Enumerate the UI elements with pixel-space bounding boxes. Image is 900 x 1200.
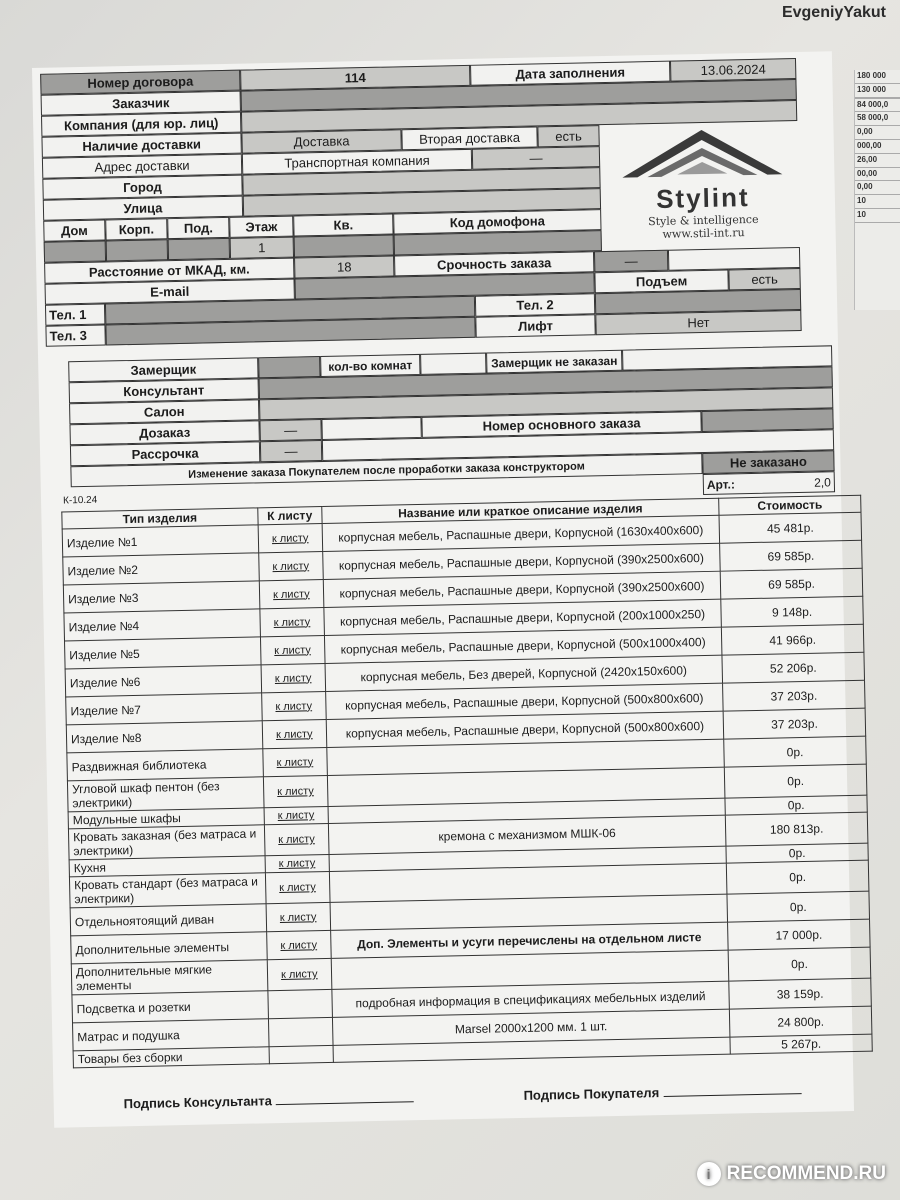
consultant-signature-label: Подпись Консультанта xyxy=(123,1093,273,1112)
delivery-value: Доставка xyxy=(241,129,401,153)
sheet-link[interactable]: к листу xyxy=(266,930,331,959)
sheet-link[interactable]: к листу xyxy=(261,691,326,720)
item-type: Отдельноятоящий диван xyxy=(70,904,266,936)
sheet-link[interactable]: к листу xyxy=(259,580,324,609)
item-description: корпусная мебель, Распашные двери, Корпусной (390x2500x600) xyxy=(322,543,720,579)
item-cost: 0р. xyxy=(728,947,870,981)
side-value: 130 000 xyxy=(855,84,900,98)
side-value: 26,00 xyxy=(855,154,900,168)
sheet-link xyxy=(268,1017,333,1046)
item-type: Изделие №6 xyxy=(65,665,261,697)
item-description: корпусная мебель, Распашные двери, Корпусной (390x2500x600) xyxy=(323,571,721,607)
item-type: Изделие №4 xyxy=(64,609,260,641)
item-type: Кровать стандарт (без матраса и электрики) xyxy=(69,873,265,908)
item-cost: 0р. xyxy=(727,891,869,922)
sheet-link[interactable]: к листу xyxy=(264,823,329,855)
item-type: Раздвижная библиотека xyxy=(67,749,263,781)
measurer-label: Замерщик xyxy=(68,357,258,382)
customer-label: Заказчик xyxy=(41,91,241,116)
tel3-label: Тел. 3 xyxy=(45,325,105,347)
adjacent-sheet-edge xyxy=(854,70,900,310)
art-field xyxy=(703,471,835,495)
buyer-signature-label: Подпись Покупателя xyxy=(523,1085,660,1103)
item-cost: 69 585р. xyxy=(720,540,862,571)
item-description: Marsel 2000x1200 мм. 1 шт. xyxy=(332,1009,730,1045)
item-cost: 37 203р. xyxy=(723,680,865,711)
floor-value: 1 xyxy=(230,237,294,259)
item-type: Изделие №3 xyxy=(63,581,259,613)
urgency-spacer xyxy=(668,247,800,271)
item-description: кремона с механизмом МШК-06 xyxy=(328,815,726,854)
delivery-label: Наличие доставки xyxy=(41,133,241,158)
side-value: 000,00 xyxy=(855,140,900,154)
item-type: Изделие №8 xyxy=(66,721,262,753)
item-type: Дополнительные мягкие элементы xyxy=(71,960,267,995)
username-watermark: EvgeniyYakut xyxy=(781,4,886,21)
item-cost: 0р. xyxy=(726,860,868,894)
item-description: корпусная мебель, Распашные двери, Корпусной (500x1000x400) xyxy=(324,627,722,663)
item-cost: 69 585р. xyxy=(720,568,862,599)
item-cost: 0р. xyxy=(726,843,868,863)
side-value: 0,00 xyxy=(855,126,900,140)
item-type: Изделие №5 xyxy=(65,637,261,669)
item-cost: 0р. xyxy=(725,795,867,815)
extra-order-label: Дозаказ xyxy=(69,420,259,445)
item-description: Доп. Элементы и усуги перечислены на отдельном листе xyxy=(330,922,728,958)
item-description: корпусная мебель, Распашные двери, Корпусной (1630x400x600) xyxy=(322,515,720,551)
address-dash: — xyxy=(472,146,600,170)
order-form-sheet xyxy=(32,51,854,1128)
buyer-signature-line[interactable] xyxy=(663,1084,801,1097)
item-type: Кухня xyxy=(69,856,265,877)
item-cost: 38 159р. xyxy=(729,978,871,1009)
sheet-link[interactable]: к листу xyxy=(263,775,328,807)
staff-block xyxy=(68,345,835,508)
item-cost: 180 813р. xyxy=(725,812,867,846)
consultant-label: Консультант xyxy=(69,378,259,403)
item-type: Матрас и подушка xyxy=(73,1019,269,1051)
side-value: 00,00 xyxy=(855,168,900,182)
art-label: Арт.: xyxy=(706,476,736,492)
item-description: корпусная мебель, Распашные двери, Корпусной (500x800x600) xyxy=(325,683,723,719)
item-type: Угловой шкаф пентон (без электрики) xyxy=(67,777,263,812)
entrance-label: Под. xyxy=(167,217,229,239)
second-delivery-value: есть xyxy=(537,125,599,147)
buyer-signature xyxy=(523,1082,801,1103)
item-cost: 24 800р. xyxy=(729,1006,871,1037)
elevator-value: Нет xyxy=(595,310,801,335)
logo-tagline: Style & intelligence xyxy=(648,212,759,229)
sheet-link[interactable]: к листу xyxy=(259,552,324,581)
rooms-value xyxy=(420,353,486,375)
item-cost: 17 000р. xyxy=(728,919,870,950)
fill-date-value: 13.06.2024 xyxy=(670,58,796,82)
items-table xyxy=(61,495,872,1069)
item-cost: 0р. xyxy=(724,764,866,798)
extra-order-number xyxy=(321,417,421,440)
sheet-link[interactable]: к листу xyxy=(260,608,325,637)
item-type: Подсветка и розетки xyxy=(72,991,268,1023)
apt-label: Кв. xyxy=(293,213,393,236)
col-desc: Название или краткое описание изделия xyxy=(322,498,720,523)
fill-date-label: Дата заполнения xyxy=(470,61,670,86)
email-label: E-mail xyxy=(45,279,295,305)
sheet-link[interactable]: к листу xyxy=(261,663,326,692)
item-type: Товары без сборки xyxy=(73,1047,269,1068)
lift-up-value: есть xyxy=(728,268,800,291)
urgency-label: Срочность заказа xyxy=(394,251,594,276)
building-value xyxy=(106,239,168,261)
building-label: Корп. xyxy=(105,218,167,240)
sheet-link[interactable]: к листу xyxy=(260,636,325,665)
consultant-signature-line[interactable] xyxy=(276,1092,414,1105)
main-order-value xyxy=(701,408,833,432)
side-value: 10 xyxy=(855,195,900,209)
change-value: Не заказано xyxy=(702,450,834,474)
sheet-link[interactable]: к листу xyxy=(263,747,328,776)
item-description: корпусная мебель, Без дверей, Корпусной (2420x150x600) xyxy=(325,655,723,691)
item-description: подробная информация в спецификациях мебельных изделий xyxy=(332,981,730,1017)
site-watermark-text: RECOMMEND.RU xyxy=(726,1163,886,1184)
measurer-status: Замерщик не заказан xyxy=(486,350,622,374)
item-cost: 45 481р. xyxy=(719,512,861,543)
col-cost: Стоимость xyxy=(719,495,861,515)
urgency-value: — xyxy=(594,250,668,273)
contract-label: Номер договора xyxy=(40,70,240,95)
side-value: 0,00 xyxy=(855,181,900,195)
item-description: корпусная мебель, Распашные двери, Корпусной (500x800x600) xyxy=(326,711,724,747)
floor-label: Этаж xyxy=(229,216,293,238)
col-type: Тип изделия xyxy=(62,508,258,529)
art-value: 2,0 xyxy=(814,474,831,490)
roof-logo-icon xyxy=(616,124,787,180)
second-delivery-label: Вторая доставка xyxy=(401,126,537,150)
sheet-link[interactable]: к листу xyxy=(267,958,332,990)
distance-value: 18 xyxy=(294,255,394,278)
distance-label: Расстояние от МКАД, км. xyxy=(44,258,294,284)
sheet-link xyxy=(268,989,333,1018)
item-cost: 9 148р. xyxy=(721,596,863,627)
main-order-label: Номер основного заказа xyxy=(421,411,701,438)
sheet-link[interactable]: к листу xyxy=(266,902,331,931)
item-cost: 52 206р. xyxy=(722,652,864,683)
item-cost: 37 203р. xyxy=(723,708,865,739)
item-cost: 0р. xyxy=(724,736,866,767)
intercom-label: Код домофона xyxy=(393,209,601,234)
item-type: Модульные шкафы xyxy=(68,808,264,829)
street-label: Улица xyxy=(43,196,243,221)
item-type: Дополнительные элементы xyxy=(71,932,267,964)
apt-value xyxy=(294,234,394,257)
items-body xyxy=(62,512,872,1068)
contract-value: 114 xyxy=(240,65,470,91)
item-type: Изделие №7 xyxy=(66,693,262,725)
recommend-logo-icon: i xyxy=(697,1162,721,1186)
item-description: корпусная мебель, Распашные двери, Корпусной (200x1000x250) xyxy=(324,599,722,635)
sheet-link[interactable]: к листу xyxy=(264,806,328,824)
installment-label: Рассрочка xyxy=(70,441,260,466)
consultant-signature xyxy=(124,1090,414,1111)
item-cost: 41 966р. xyxy=(721,624,863,655)
salon-label: Салон xyxy=(69,399,259,424)
stylint-logo xyxy=(601,124,803,248)
side-value: 84 000,0 xyxy=(855,99,900,113)
logo-url: www.stil-int.ru xyxy=(662,226,745,241)
elevator-label: Лифт xyxy=(475,314,595,338)
lift-up-label: Подъем xyxy=(594,269,728,293)
tel2-label: Тел. 2 xyxy=(475,293,595,317)
installment-value: — xyxy=(260,440,322,462)
sheet-link xyxy=(269,1045,333,1063)
extra-order-value: — xyxy=(259,419,321,441)
change-label: Изменение заказа Покупателем после проработки заказа конструктором xyxy=(70,453,702,487)
address-value: Транспортная компания xyxy=(242,149,472,175)
side-value: 58 000,0 xyxy=(855,112,900,126)
side-value: 10 xyxy=(855,209,900,223)
sheet-link[interactable]: к листу xyxy=(265,854,329,872)
side-value: 180 000 xyxy=(855,70,900,84)
sheet-link[interactable]: к листу xyxy=(262,719,327,748)
company-label: Компания (для юр. лиц) xyxy=(41,112,241,137)
rooms-label: кол-во комнат xyxy=(320,354,420,377)
col-link: К листу xyxy=(258,507,322,525)
measurer-value xyxy=(258,356,320,378)
house-label: Дом xyxy=(43,220,105,242)
site-watermark xyxy=(697,1162,886,1186)
address-label: Адрес доставки xyxy=(42,154,242,179)
sheet-link[interactable]: к листу xyxy=(265,871,330,903)
item-cost: 5 267р. xyxy=(730,1034,872,1054)
sheet-link[interactable]: к листу xyxy=(258,524,323,553)
entrance-value xyxy=(168,238,230,260)
house-value xyxy=(44,240,106,262)
form-code: К-10.24 xyxy=(62,494,98,507)
item-type: Изделие №1 xyxy=(62,525,258,557)
city-label: Город xyxy=(42,175,242,200)
logo-name: Stylint xyxy=(655,182,750,214)
tel1-label: Тел. 1 xyxy=(45,304,105,326)
item-type: Изделие №2 xyxy=(63,553,259,585)
item-type: Кровать заказная (без матраса и электрики) xyxy=(68,825,264,860)
